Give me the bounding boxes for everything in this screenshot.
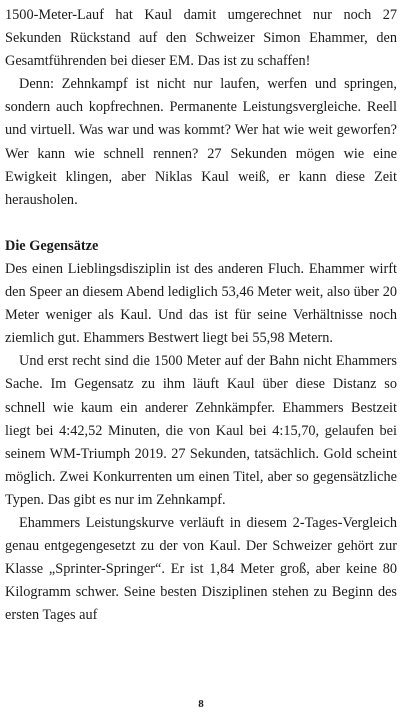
page-number: 8	[198, 698, 204, 710]
section-heading: Die Gegensätze	[5, 237, 99, 254]
paragraph: Des einen Lieblingsdisziplin ist des anderen Fluch. Ehammer wirft den Speer an diesem Abend lediglich 53,46 Meter weit, also über 20 Meter weniger als Kaul. Und das ist für seine Verhältnisse noch ziemlich gut. Ehammers Bestwert liegt bei 55,98 Metern.	[5, 260, 397, 347]
paragraph: Denn: Zehnkampf ist nicht nur laufen, werfen und springen, sondern auch kopfrechnen. Permanente Leistungsvergleiche. Reell und virtuell. Was war und was kommt? Wer hat wie weit geworfen? Wer kann wie schnell rennen? 27 Sekunden mögen wie eine Ewigkeit klingen, aber Niklas Kaul weiß, er kann diese Zeit herausholen.	[5, 76, 397, 208]
body-text	[5, 4, 397, 627]
paragraph-continuation: 1500-Meter-Lauf hat Kaul damit umgerechnet nur noch 27 Sekunden Rückstand auf den Schweizer Simon Ehammer, den Gesamtführenden bei dieser EM. Das ist zu schaffen!	[5, 7, 397, 70]
paragraph: Ehammers Leistungskurve verläuft in diesem 2-Tages-Vergleich genau entgegengesetzt zu der von Kaul. Der Schweizer gehört zur Klasse „Sprinter-Springer“. Er ist 1,84 Meter groß, aber keine 80 Kilogramm schwer. Seine besten Disziplinen stehen zu Beginn des ersten Tages auf	[5, 514, 397, 624]
paragraph: Und erst recht sind die 1500 Meter auf der Bahn nicht Ehammers Sache. Im Gegensatz zu ihm läuft Kaul über diese Distanz so schnell wie kaum ein anderer Zehnkämpfer. Ehammers Bestzeit liegt bei 4:42,52 Minuten, die von Kaul bei 4:15,70, gelaufen bei seinem WM-Triumph 2019. 27 Sekunden, tatsächlich. Gold scheint möglich. Zwei Konkurrenten um einen Titel, aber so gegensätzliche Typen. Das gibt es nur im Zehnkampf.	[5, 353, 397, 508]
